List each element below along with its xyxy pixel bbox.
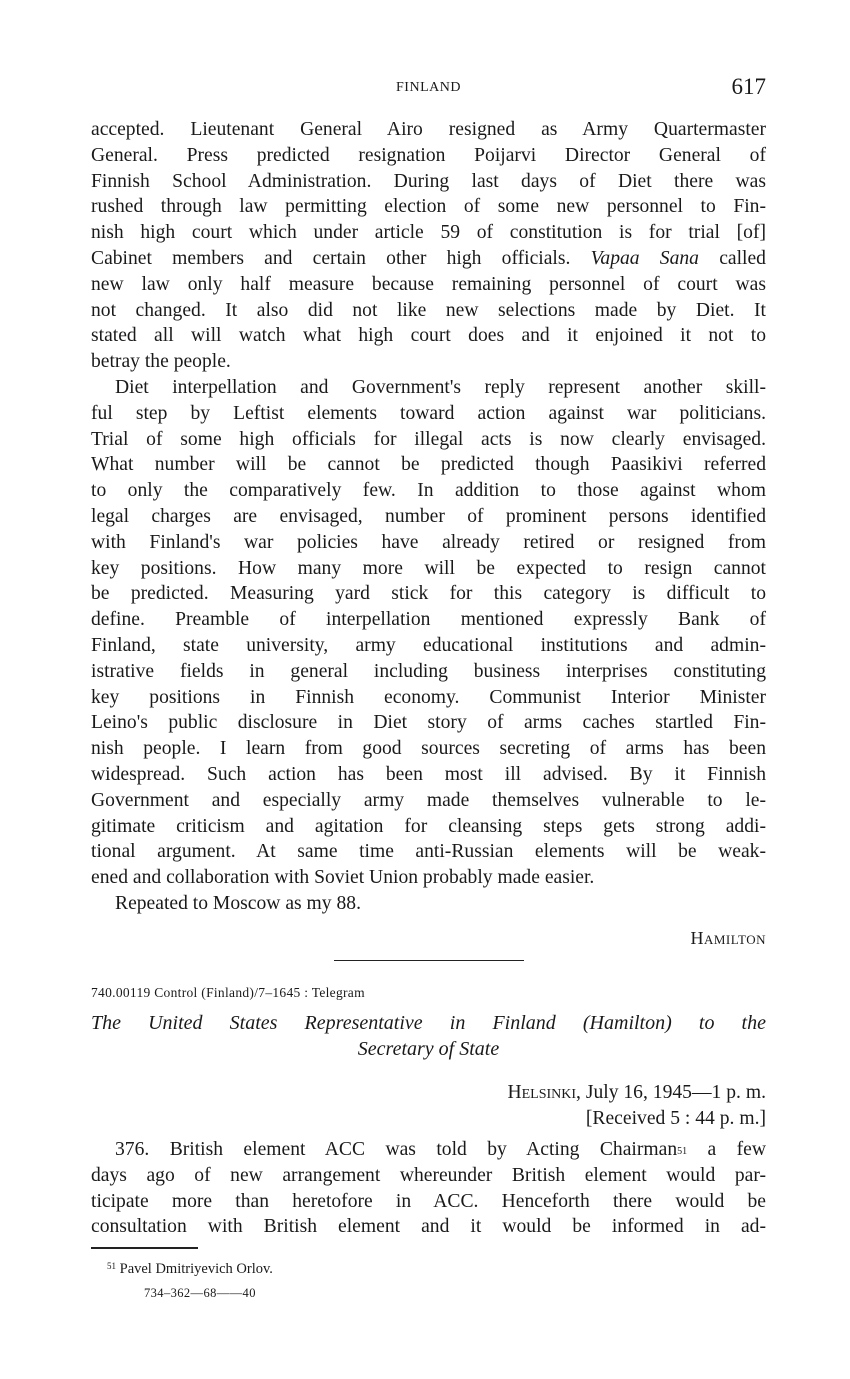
text-line: tional argument. At same time anti-Russian elements will be weak- (91, 841, 766, 863)
text-line-with-footnote (91, 1137, 766, 1163)
telegram-1-body (91, 117, 766, 917)
text-line: Finnish School Administration. During last days of Diet there was (91, 170, 766, 192)
footnote-text: Pavel Dmitriyevich Orlov. (119, 1261, 273, 1277)
text-line: with Finland's war policies have already retired or resigned from (91, 531, 766, 553)
footnote-marker: 51 (677, 1146, 688, 1157)
running-head (91, 74, 766, 104)
text-line: betray the people. (91, 351, 231, 373)
file-reference: 740.00119 Control (Finland)/7–1645 : Telegram (91, 985, 365, 1000)
text-line: gitimate criticism and agitation for cleansing steps gets strong addi- (91, 815, 766, 837)
text-line: Diet interpellation and Government's reply represent another skill- (115, 376, 766, 398)
dateline (507, 1080, 766, 1132)
place: Helsinki, (507, 1082, 581, 1103)
text-line: Government and especially army made themselves vulnerable to le- (91, 789, 766, 811)
signature: Hamilton (690, 928, 766, 948)
text-line: widespread. Such action has been most ill advised. By it Finnish (91, 763, 766, 785)
text-line: new law only half measure because remaining personnel of court was (91, 273, 766, 295)
text-line: ticipate more than heretofore in ACC. Henceforth there would be (91, 1190, 766, 1212)
running-title: FINLAND (396, 80, 461, 95)
text-line: Finland, state university, army educational institutions and admin- (91, 634, 766, 656)
text-segment: Cabinet members and certain other high officials. (91, 247, 571, 269)
page-number: 617 (731, 74, 766, 99)
footnote (107, 1261, 273, 1278)
received-time: [Received 5 : 44 p. m.] (585, 1108, 766, 1129)
text-line: key positions in Finnish economy. Communist Interior Minister (91, 686, 766, 708)
newspaper-title: Vapaa Sana (590, 247, 699, 269)
date-time: July 16, 1945—1 p. m. (585, 1082, 766, 1103)
text-line: key positions. How many more will be expected to resign cannot (91, 557, 766, 579)
text-line: legal charges are envisaged, number of prominent persons identified (91, 505, 766, 527)
place-date (507, 1080, 766, 1106)
text-line: Trial of some high officials for illegal acts is now clearly envisaged. (91, 428, 766, 450)
text-line: ened and collaboration with Soviet Union probably made easier. (91, 867, 595, 889)
printer-mark: 734–362—68——40 (144, 1286, 256, 1300)
text-line: istrative fields in general including business interprises constituting (91, 660, 766, 682)
text-line: nish high court which under article 59 of constitution is for trial [of] (91, 222, 766, 244)
text-line: define. Preamble of interpellation mentioned expressly Bank of (91, 609, 766, 631)
text-line: not changed. It also did not like new selections made by Diet. It (91, 299, 766, 321)
text-segment: called (719, 247, 766, 269)
text-line: stated all will watch what high court does and it enjoined it not to (91, 325, 766, 347)
telegram-2-body (91, 1137, 766, 1240)
text-line: to only the comparatively few. In addition to those against whom (91, 480, 766, 502)
text-line: nish people. I learn from good sources secreting of arms has been (91, 738, 766, 760)
section-divider (334, 960, 524, 961)
text-line: consultation with British element and it would be informed in ad- (91, 1216, 766, 1238)
text-line: ful step by Leftist elements toward action against war politicians. (91, 402, 766, 424)
text-line: rushed through law permitting election of some new personnel to Fin- (91, 196, 766, 218)
text-line: Leino's public disclosure in Diet story of arms caches startled Fin- (91, 712, 766, 734)
text-line-with-title (91, 246, 766, 272)
text-segment: 376. British element ACC was told by Acting Chairman (115, 1139, 678, 1160)
text-segment: a few (707, 1139, 766, 1160)
text-line: be predicted. Measuring yard stick for this category is difficult to (91, 583, 766, 605)
heading-line: Secretary of State (357, 1038, 500, 1060)
heading-line: The United States Representative in Finland (Hamilton) to the (91, 1012, 766, 1034)
document-heading (91, 1010, 766, 1062)
text-line: What number will be cannot be predicted though Paasikivi referred (91, 454, 766, 476)
footnote-divider (91, 1247, 198, 1249)
footnote-number: 51 (107, 1261, 116, 1271)
text-line: General. Press predicted resignation Poijarvi Director General of (91, 144, 766, 166)
repeated-note: Repeated to Moscow as my 88. (115, 892, 361, 914)
text-line: accepted. Lieutenant General Airo resigned as Army Quartermaster (91, 119, 766, 140)
text-line: days ago of new arrangement whereunder British element would par- (91, 1164, 766, 1186)
